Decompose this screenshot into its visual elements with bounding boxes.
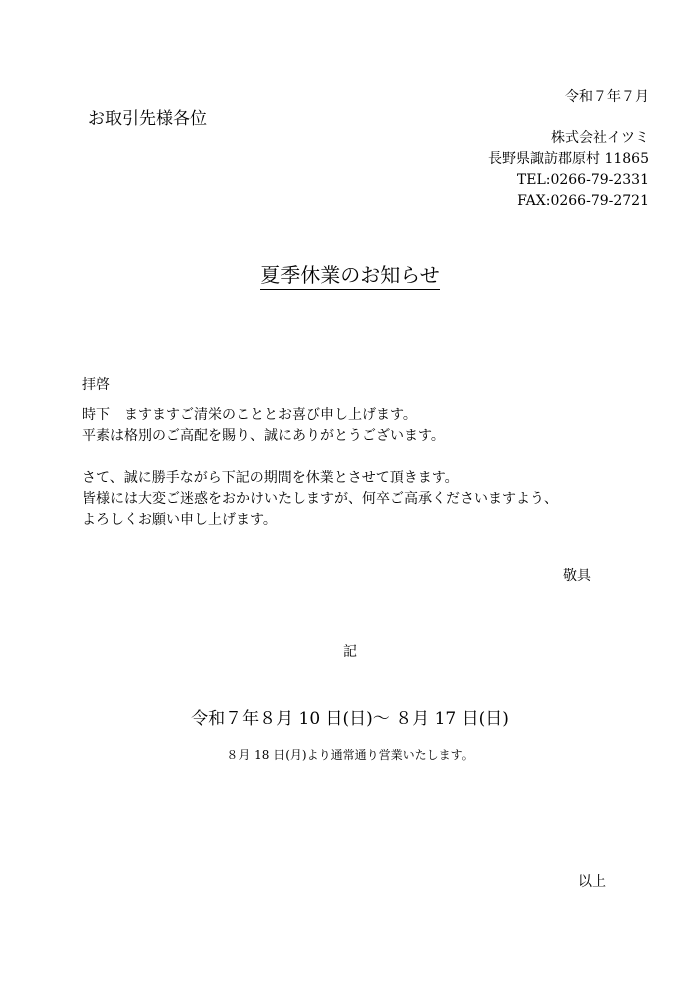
sender-fax: FAX:0266-79-2721 bbox=[517, 193, 649, 209]
document-title: 夏季休業のお知らせ bbox=[260, 262, 439, 290]
sender-company: 株式会社イツミ bbox=[551, 130, 649, 146]
title-container bbox=[0, 262, 700, 290]
holiday-period: 令和７年８月 10 日(日)～ ８月 17 日(日) bbox=[191, 709, 509, 729]
notice-line: 皆様には大変ご迷惑をおかけいたしますが、何卒ご高承くださいますよう、 bbox=[82, 491, 558, 507]
ijou-closing: 以上 bbox=[578, 874, 606, 890]
notice-line: よろしくお願い申し上げます。 bbox=[82, 512, 277, 528]
letter-date: 令和７年７月 bbox=[565, 89, 649, 105]
greeting-paragraph bbox=[82, 405, 445, 447]
notice-paragraph bbox=[82, 468, 558, 531]
sender-block bbox=[488, 128, 649, 212]
sender-tel: TEL:0266-79-2331 bbox=[516, 172, 649, 188]
notice-line: さて、誠に勝手ながら下記の期間を休業とさせて頂きます。 bbox=[82, 470, 459, 486]
opening-salutation: 拝啓 bbox=[82, 377, 110, 393]
greeting-line: 時下 ますますご清栄のこととお喜び申し上げます。 bbox=[82, 407, 417, 423]
sender-address: 長野県諏訪郡原村 11865 bbox=[488, 151, 649, 167]
resume-note: ８月 18 日(月)より通常通り営業いたします。 bbox=[226, 748, 474, 762]
addressee: お取引先様各位 bbox=[88, 109, 207, 129]
greeting-line: 平素は格別のご高配を賜り、誠にありがとうございます。 bbox=[82, 428, 445, 444]
ki-heading: 記 bbox=[343, 644, 357, 660]
closing-salutation: 敬具 bbox=[563, 568, 591, 584]
